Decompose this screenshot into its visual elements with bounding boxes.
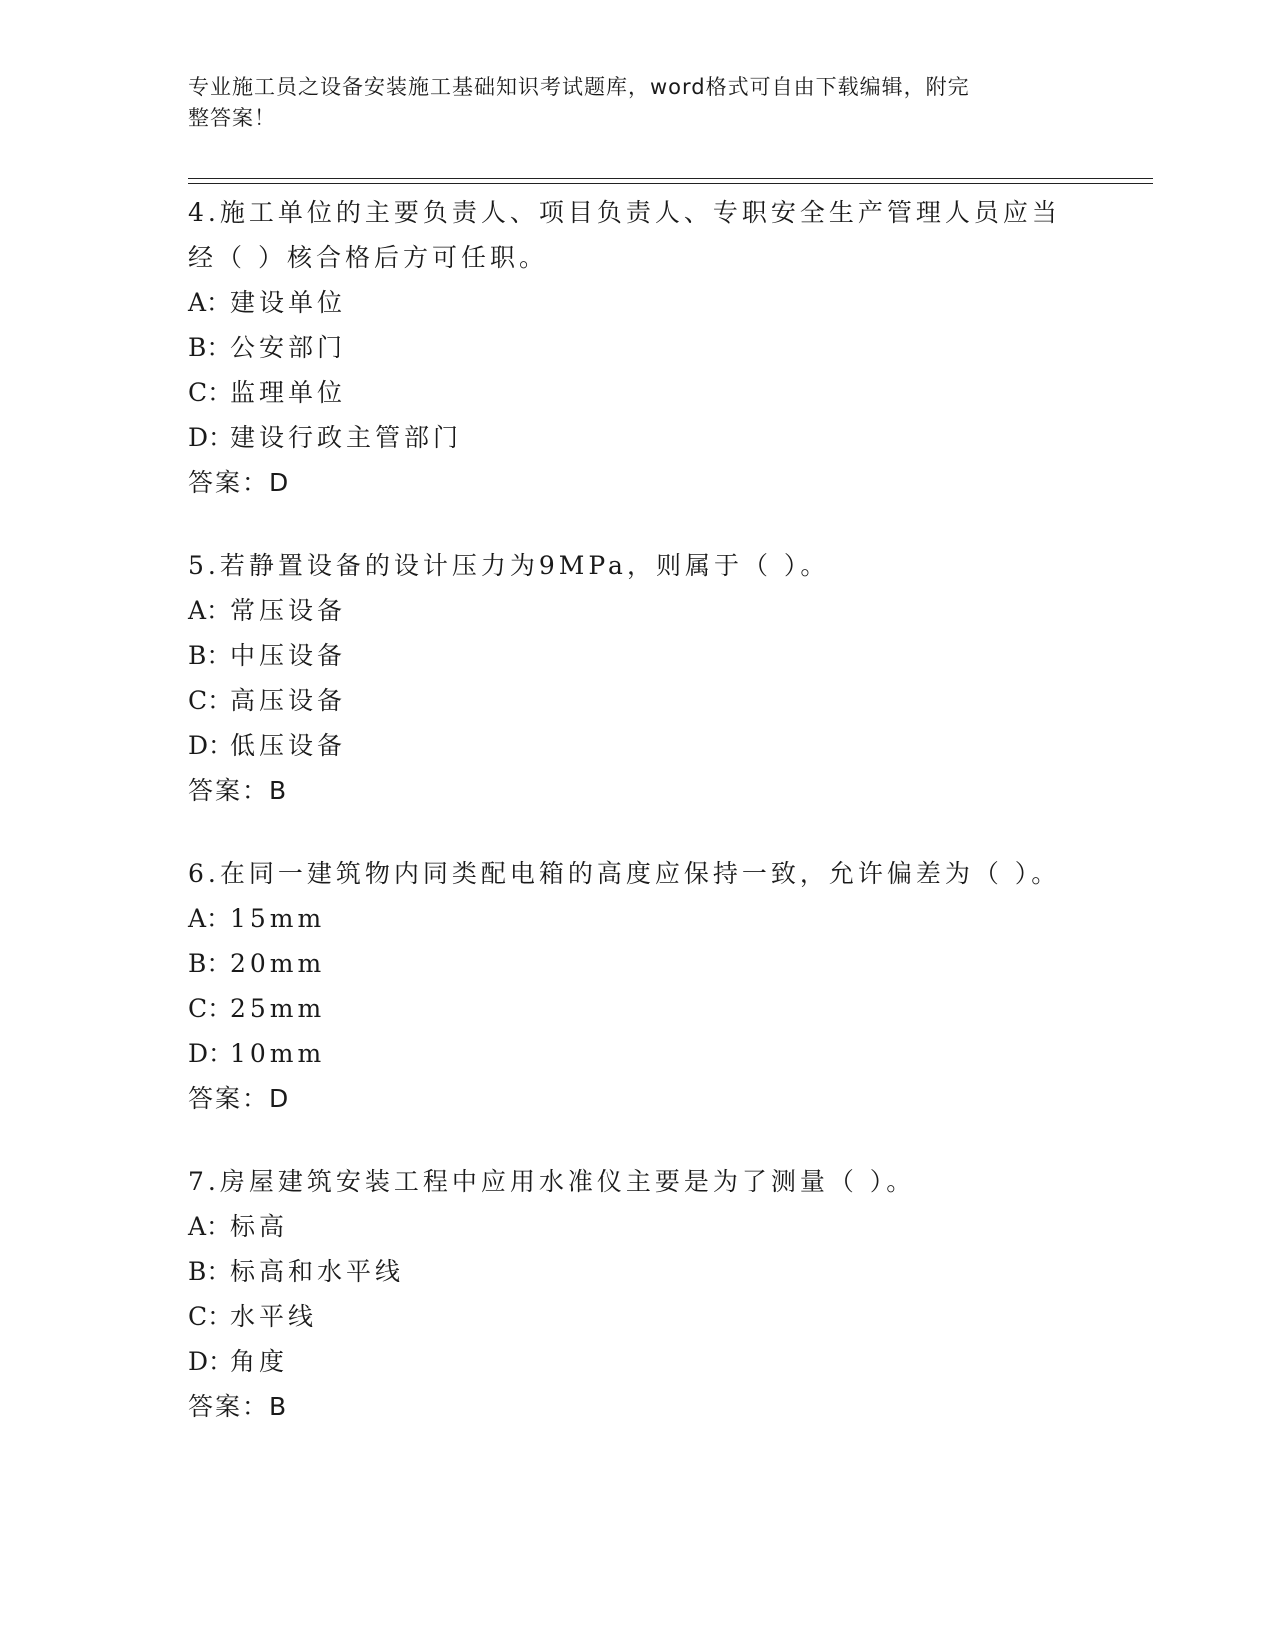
answer-line: 答案：D: [188, 468, 291, 497]
answer-line: 答案：B: [188, 776, 289, 805]
answer-line: 答案：B: [188, 1392, 289, 1421]
option-text: 25mm: [230, 994, 326, 1023]
question-text: 5.若静置设备的设计压力为9MPa，则属于（ ）。: [188, 551, 830, 580]
option-text: 建设行政主管部门: [230, 423, 463, 452]
option-text: 高压设备: [230, 686, 347, 715]
option-key: A：: [188, 1212, 232, 1241]
option-a: [188, 280, 1128, 325]
question-4: [188, 190, 1128, 505]
option-text: 20mm: [230, 949, 326, 978]
option-text: 监理单位: [230, 378, 347, 407]
option-key: B：: [188, 333, 232, 362]
option-text: 角度: [230, 1347, 289, 1376]
option-b: [188, 1249, 1128, 1294]
option-b: [188, 325, 1128, 370]
option-text: 常压设备: [230, 596, 347, 625]
option-b: [188, 633, 1128, 678]
option-key: A：: [188, 288, 232, 317]
option-text: 水平线: [230, 1302, 318, 1331]
document-header: [188, 72, 1068, 134]
option-text: 标高和水平线: [230, 1257, 405, 1286]
option-a: [188, 1204, 1128, 1249]
option-key: C：: [188, 1302, 233, 1331]
option-d: [188, 415, 1128, 460]
option-a: [188, 588, 1128, 633]
header-divider-bottom: [188, 183, 1153, 184]
option-c: [188, 986, 1128, 1031]
option-c: [188, 1294, 1128, 1339]
option-key: B：: [188, 1257, 232, 1286]
option-key: C：: [188, 378, 233, 407]
option-text: 标高: [230, 1212, 289, 1241]
question-text: 7.房屋建筑安装工程中应用水准仪主要是为了测量（ ）。: [188, 1167, 916, 1196]
question-7: [188, 1159, 1128, 1429]
option-text: 低压设备: [230, 731, 347, 760]
option-key: B：: [188, 949, 232, 978]
header-divider-top: [188, 178, 1153, 179]
question-text-continued: 经（ ）核合格后方可任职。: [188, 243, 548, 272]
option-a: [188, 896, 1128, 941]
option-key: D：: [188, 423, 234, 452]
option-text: 15mm: [230, 904, 326, 933]
option-key: A：: [188, 596, 232, 625]
option-key: D：: [188, 1347, 234, 1376]
option-key: C：: [188, 994, 233, 1023]
option-c: [188, 678, 1128, 723]
option-text: 建设单位: [230, 288, 347, 317]
option-text: 中压设备: [230, 641, 347, 670]
option-key: C：: [188, 686, 233, 715]
option-key: B：: [188, 641, 232, 670]
option-text: 10mm: [230, 1039, 326, 1068]
question-6: [188, 851, 1128, 1121]
header-line-1: 专业施工员之设备安装施工基础知识考试题库，word格式可自由下载编辑，附完: [188, 75, 970, 99]
question-5: [188, 543, 1128, 813]
option-key: D：: [188, 1039, 234, 1068]
option-key: D：: [188, 731, 234, 760]
option-d: [188, 1031, 1128, 1076]
option-key: A：: [188, 904, 232, 933]
option-c: [188, 370, 1128, 415]
option-d: [188, 1339, 1128, 1384]
option-d: [188, 723, 1128, 768]
question-text: 6.在同一建筑物内同类配电箱的高度应保持一致，允许偏差为（ ）。: [188, 859, 1061, 888]
option-text: 公安部门: [230, 333, 347, 362]
option-b: [188, 941, 1128, 986]
question-list: [188, 190, 1128, 1467]
header-line-2: 整答案！: [188, 106, 276, 130]
answer-line: 答案：D: [188, 1084, 291, 1113]
question-text: 4.施工单位的主要负责人、项目负责人、专职安全生产管理人员应当: [188, 198, 1061, 227]
